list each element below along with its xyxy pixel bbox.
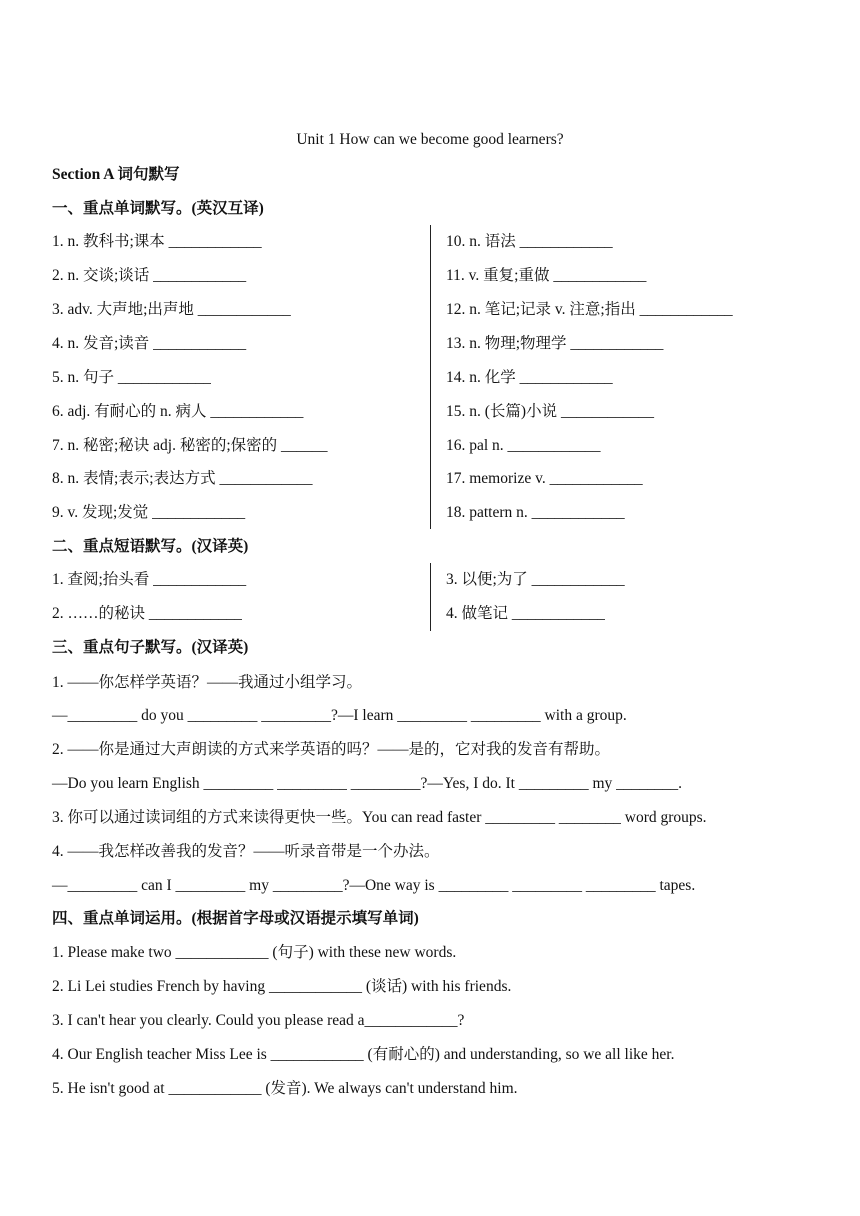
part4-heading: 四、重点单词运用。(根据首字母或汉语提示填写单词): [52, 910, 419, 927]
part3-line: —_________ do you _________ _________?—I learn _________ _________ with a group.: [52, 707, 627, 724]
part3-line: 1. ——你怎样学英语？——我通过小组学习。: [52, 674, 363, 691]
part1-right-item: 17. memorize v. ____________: [446, 470, 643, 487]
part1-right-item: 15. n. (长篇)小说 ____________: [446, 403, 654, 420]
part1-right-item: 13. n. 物理;物理学 ____________: [446, 335, 664, 352]
part1-right-item: 12. n. 笔记;记录 v. 注意;指出 ____________: [446, 301, 733, 318]
page-title: Unit 1 How can we become good learners?: [296, 131, 564, 148]
part3-line: 3. 你可以通过读词组的方式来读得更快一些。You can read faster _________ ________ word groups.: [52, 809, 707, 826]
part4-line: 5. He isn't good at ____________ (发音). We always can't understand him.: [52, 1080, 518, 1097]
part2-heading: 二、重点短语默写。(汉译英): [52, 538, 249, 555]
part1-left-item: 6. adj. 有耐心的 n. 病人 ____________: [52, 403, 304, 420]
part4-line: 4. Our English teacher Miss Lee is ____________ (有耐心的) and understanding, so we all like her.: [52, 1046, 675, 1063]
part2-left-item: 2. ……的秘诀 ____________: [52, 605, 242, 622]
part1-left-item: 2. n. 交谈;谈话 ____________: [52, 267, 247, 284]
part3-heading: 三、重点句子默写。(汉译英): [52, 639, 249, 656]
part1-heading: 一、重点单词默写。(英汉互译): [52, 200, 264, 217]
part4-line: 1. Please make two ____________ (句子) with these new words.: [52, 944, 457, 961]
part3-line: —_________ can I _________ my _________?—One way is _________ _________ _________ tapes.: [52, 877, 696, 894]
part1-right-item: 18. pattern n. ____________: [446, 504, 625, 521]
part1-left-item: 7. n. 秘密;秘诀 adj. 秘密的;保密的 ______: [52, 437, 328, 454]
part1-right-item: 10. n. 语法 ____________: [446, 233, 613, 250]
part3-line: 4. ——我怎样改善我的发音？——听录音带是一个办法。: [52, 843, 440, 860]
part1-left-item: 5. n. 句子 ____________: [52, 369, 211, 386]
part1-left-item: 9. v. 发现;发觉 ____________: [52, 504, 246, 521]
part3-line: 2. ——你是通过大声朗读的方式来学英语的吗？——是的，它对我的发音有帮助。: [52, 741, 611, 758]
section-heading: Section A 词句默写: [52, 166, 180, 183]
part1-right-item: 11. v. 重复;重做 ____________: [446, 267, 647, 284]
part1-left-item: 1. n. 教科书;课本 ____________: [52, 233, 262, 250]
part1-left-item: 3. adv. 大声地;出声地 ____________: [52, 301, 291, 318]
part2-right-item: 4. 做笔记 ____________: [446, 605, 605, 622]
part4-line: 3. I can't hear you clearly. Could you please read a____________?: [52, 1012, 465, 1029]
part2-left-item: 1. 查阅;抬头看 ____________: [52, 571, 247, 588]
part1-left-item: 8. n. 表情;表示;表达方式 ____________: [52, 470, 313, 487]
part3-line: —Do you learn English _________ _________ _________?—Yes, I do. It _________ my ________.: [52, 775, 683, 792]
part1-left-item: 4. n. 发音;读音 ____________: [52, 335, 247, 352]
part4-line: 2. Li Lei studies French by having ____________ (谈话) with his friends.: [52, 978, 512, 995]
part1-column-divider: [430, 225, 431, 529]
part2-right-item: 3. 以便;为了 ____________: [446, 571, 625, 588]
part1-right-item: 14. n. 化学 ____________: [446, 369, 613, 386]
part2-column-divider: [430, 563, 431, 631]
part1-right-item: 16. pal n. ____________: [446, 437, 601, 454]
